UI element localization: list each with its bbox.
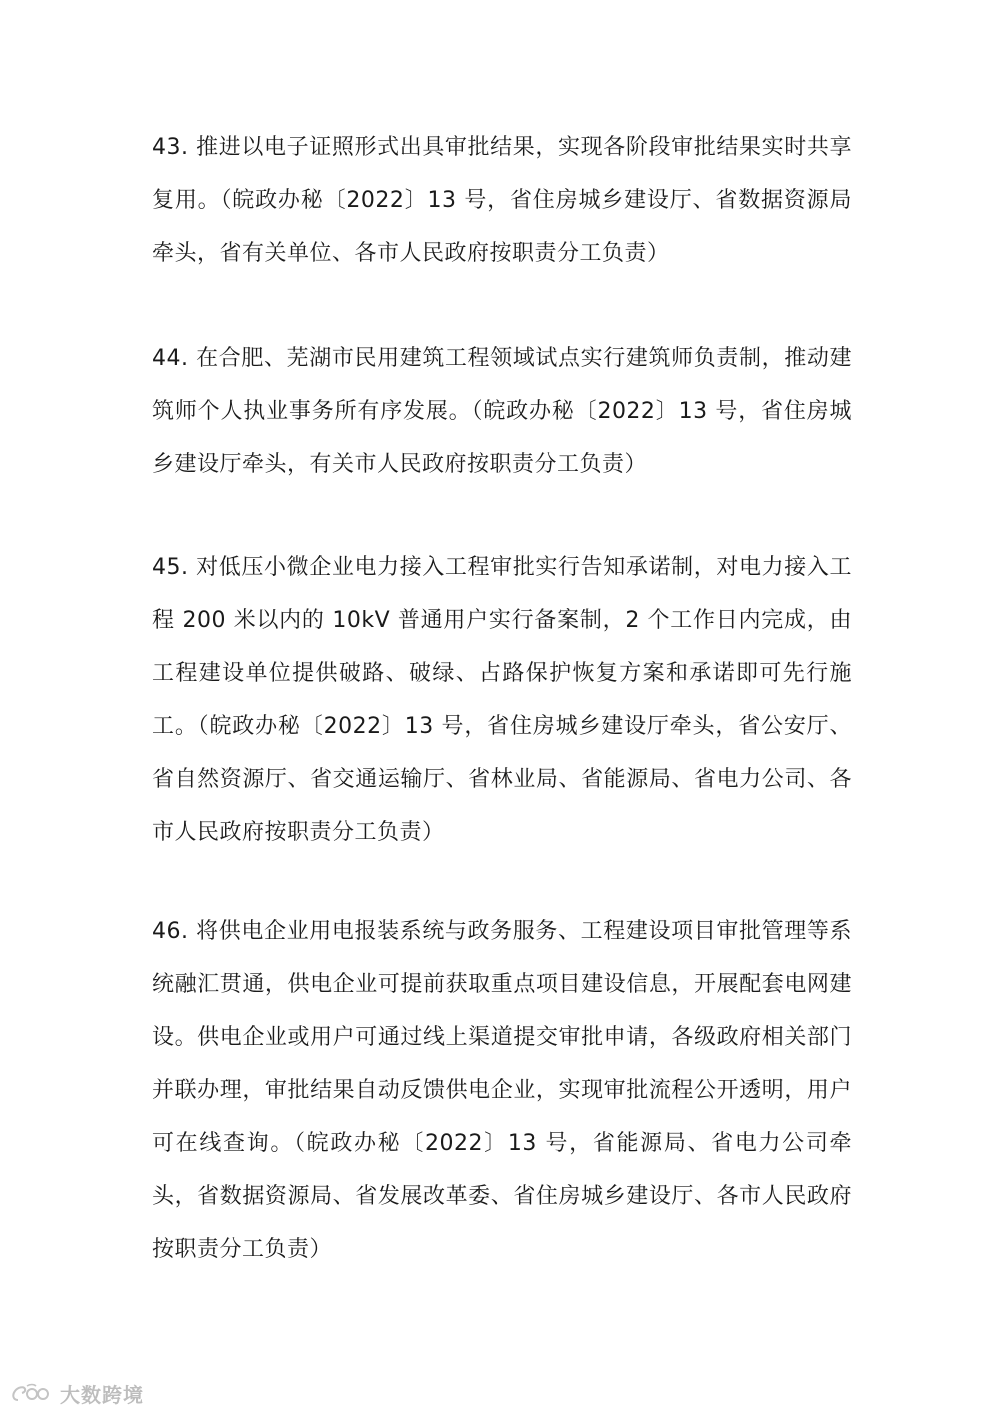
policy-item-46: 46. 将供电企业用电报装系统与政务服务、工程建设项目审批管理等系统融汇贯通，供电企业可提前获取重点项目建设信息，开展配套电网建设。供电企业或用户可通过线上渠道提交审批申请，各级政府相关部门并联办理，审批结果自动反馈供电企业，实现审批流程公开透明，用户可在线查询。（皖政办秘〔2022〕13 号，省能源局、省电力公司牵头，省数据资源局、省发展改革委、省住房城乡建设厅、各市人民政府按职责分工负责） bbox=[152, 919, 852, 1262]
watermark-logo-icon bbox=[10, 1381, 54, 1405]
policy-item-43: 43. 推进以电子证照形式出具审批结果，实现各阶段审批结果实时共享复用。（皖政办秘〔2022〕13 号，省住房城乡建设厅、省数据资源局牵头，省有关单位、各市人民政府按职责分工负责） bbox=[152, 135, 852, 266]
watermark-text: 大数跨境 bbox=[60, 1382, 144, 1407]
policy-item-45: 45. 对低压小微企业电力接入工程审批实行告知承诺制，对电力接入工程 200 米以内的 10kV 普通用户实行备案制，2 个工作日内完成，由工程建设单位提供破路、破绿、占路保护恢复方案和承诺即可先行施工。（皖政办秘〔2022〕13 号，省住房城乡建设厅牵头，省公安厅、省自然资源厅、省交通运输厅、省林业局、省能源局、省电力公司、各市人民政府按职责分工负责） bbox=[152, 555, 852, 845]
policy-item-44: 44. 在合肥、芜湖市民用建筑工程领域试点实行建筑师负责制，推动建筑师个人执业事务所有序发展。（皖政办秘〔2022〕13 号，省住房城乡建设厅牵头，有关市人民政府按职责分工负责） bbox=[152, 346, 852, 477]
watermark bbox=[10, 1380, 144, 1406]
